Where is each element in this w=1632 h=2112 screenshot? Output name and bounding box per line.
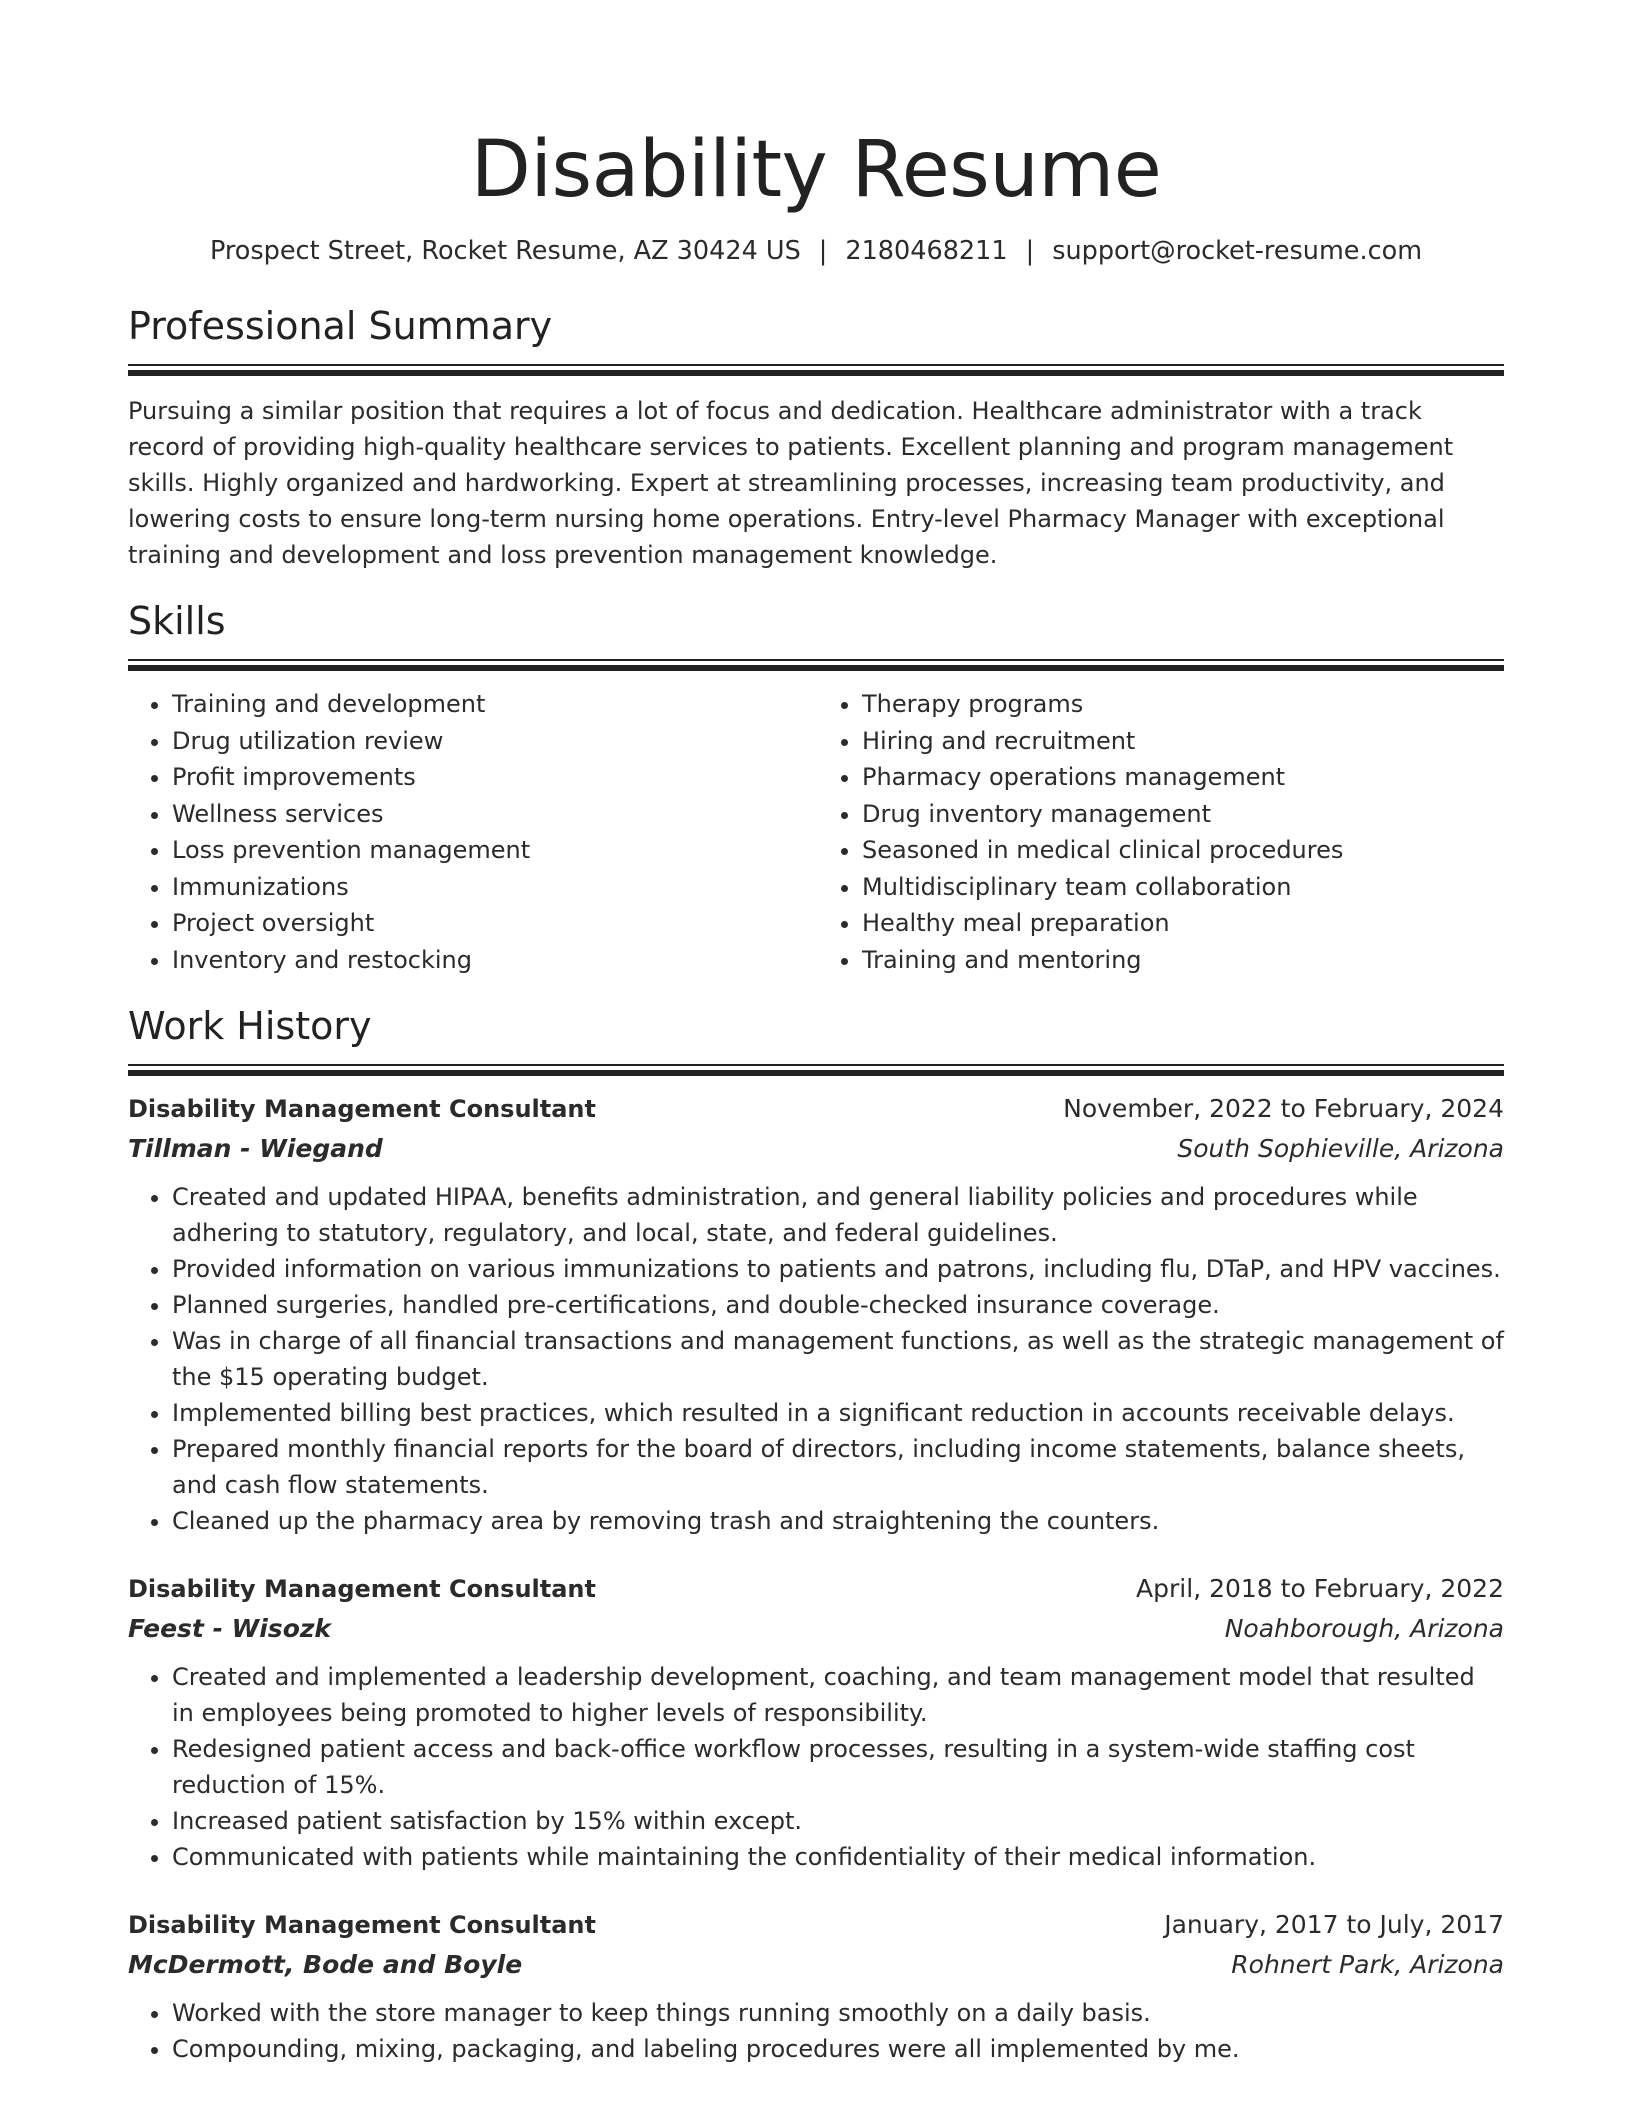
job-bullets bbox=[128, 1179, 1504, 1539]
job-header bbox=[128, 1571, 1504, 1607]
job-subheader bbox=[128, 1611, 1504, 1647]
job-dates: November, 2022 to February, 2024 bbox=[1063, 1094, 1504, 1123]
job-bullet: • Created and updated HIPAA, benefits administration, and general liability policies and procedures while adhering to statutory, regulatory, and local, state, and federal guidelines. bbox=[172, 1179, 1504, 1251]
job-bullet: • Increased patient satisfaction by 15% within except. bbox=[172, 1803, 1504, 1839]
job-dates: January, 2017 to July, 2017 bbox=[1164, 1910, 1504, 1939]
job-header bbox=[128, 1907, 1504, 1943]
skill-item: • Hiring and recruitment bbox=[862, 723, 1504, 760]
skill-item: • Seasoned in medical clinical procedures bbox=[862, 832, 1504, 869]
skills-list-right bbox=[814, 686, 1504, 978]
skill-item: • Profit improvements bbox=[172, 759, 814, 796]
skill-item: • Drug utilization review bbox=[172, 723, 814, 760]
skill-item: • Loss prevention management bbox=[172, 832, 814, 869]
job-title: Disability Management Consultant bbox=[128, 1911, 596, 1939]
contact-phone: 2180468211 bbox=[845, 236, 1008, 266]
job-bullet: • Redesigned patient access and back-office workflow processes, resulting in a system-wide staffing cost reduction of 15%. bbox=[172, 1731, 1504, 1803]
skill-item: • Wellness services bbox=[172, 796, 814, 833]
skills-columns bbox=[128, 686, 1504, 978]
job-bullets bbox=[128, 1659, 1504, 1875]
skill-item: • Training and mentoring bbox=[862, 942, 1504, 979]
work-title: Work History bbox=[128, 1004, 372, 1048]
job-bullets bbox=[128, 1995, 1504, 2067]
job-company: Tillman - Wiegand bbox=[128, 1134, 383, 1163]
job-entry bbox=[128, 1091, 1504, 1539]
job-location: Rohnert Park, Arizona bbox=[1231, 1950, 1504, 1979]
section-divider bbox=[128, 659, 1504, 664]
job-location: Noahborough, Arizona bbox=[1224, 1614, 1504, 1643]
summary-text: Pursuing a similar position that requires a lot of focus and dedication. Healthcare administrator with a track record of providing high-quality healthcare services to patients. Excellent planning and program management skills. Highly organized and hardworking. Expert at streamlining processes, increasing team productivity, and lowering costs to ensure long-term nursing home operations. Entry-level Pharmacy Manager with exceptional training and development and loss prevention management knowledge. bbox=[128, 397, 1454, 569]
section-divider bbox=[128, 1064, 1504, 1069]
skills-section bbox=[128, 597, 1504, 978]
contact-address: Prospect Street, Rocket Resume, AZ 30424 US bbox=[209, 236, 801, 266]
job-bullet: • Worked with the store manager to keep things running smoothly on a daily basis. bbox=[172, 1995, 1504, 2031]
job-bullet: • Prepared monthly financial reports for the board of directors, including income statements, balance sheets, and cash flow statements. bbox=[172, 1431, 1504, 1503]
skill-item: • Project oversight bbox=[172, 905, 814, 942]
skill-item: • Immunizations bbox=[172, 869, 814, 906]
job-subheader bbox=[128, 1131, 1504, 1167]
summary-title: Professional Summary bbox=[128, 304, 553, 348]
job-entry bbox=[128, 1571, 1504, 1875]
job-header bbox=[128, 1091, 1504, 1127]
job-bullet: • Compounding, mixing, packaging, and labeling procedures were all implemented by me. bbox=[172, 2031, 1504, 2067]
job-title: Disability Management Consultant bbox=[128, 1095, 596, 1123]
skill-item: • Drug inventory management bbox=[862, 796, 1504, 833]
skill-item: • Pharmacy operations management bbox=[862, 759, 1504, 796]
job-location: South Sophieville, Arizona bbox=[1177, 1134, 1504, 1163]
job-company: Feest - Wisozk bbox=[128, 1614, 332, 1643]
job-company: McDermott, Bode and Boyle bbox=[128, 1950, 523, 1979]
skill-item: • Multidisciplinary team collaboration bbox=[862, 869, 1504, 906]
job-title: Disability Management Consultant bbox=[128, 1575, 596, 1603]
resume-name: Disability Resume bbox=[470, 125, 1162, 215]
job-subheader bbox=[128, 1947, 1504, 1983]
job-dates: April, 2018 to February, 2022 bbox=[1136, 1574, 1504, 1603]
section-divider bbox=[128, 364, 1504, 369]
job-bullet: • Planned surgeries, handled pre-certifications, and double-checked insurance coverage. bbox=[172, 1287, 1504, 1323]
work-section bbox=[128, 1002, 1504, 2067]
job-bullet: • Implemented billing best practices, which resulted in a significant reduction in accounts receivable delays. bbox=[172, 1395, 1504, 1431]
job-bullet: • Cleaned up the pharmacy area by removing trash and straightening the counters. bbox=[172, 1503, 1504, 1539]
skills-list-left bbox=[128, 686, 814, 978]
job-bullet: • Created and implemented a leadership development, coaching, and team management model that resulted in employees being promoted to higher levels of responsibility. bbox=[172, 1659, 1504, 1731]
skill-item: • Healthy meal preparation bbox=[862, 905, 1504, 942]
summary-section bbox=[128, 302, 1504, 573]
skill-item: • Therapy programs bbox=[862, 686, 1504, 723]
job-bullet: • Provided information on various immunizations to patients and patrons, including flu, DTaP, and HPV vaccines. bbox=[172, 1251, 1504, 1287]
job-entry bbox=[128, 1907, 1504, 2067]
contact-line bbox=[128, 234, 1504, 268]
skills-title: Skills bbox=[128, 599, 226, 643]
job-bullet: • Was in charge of all financial transactions and management functions, as well as the strategic management of the $15 operating budget. bbox=[172, 1323, 1504, 1395]
contact-separator: | bbox=[1025, 236, 1035, 266]
skill-item: • Training and development bbox=[172, 686, 814, 723]
contact-separator: | bbox=[818, 236, 828, 266]
job-bullet: • Communicated with patients while maintaining the confidentiality of their medical information. bbox=[172, 1839, 1504, 1875]
skill-item: • Inventory and restocking bbox=[172, 942, 814, 979]
contact-email[interactable]: support@rocket-resume.com bbox=[1052, 236, 1423, 266]
